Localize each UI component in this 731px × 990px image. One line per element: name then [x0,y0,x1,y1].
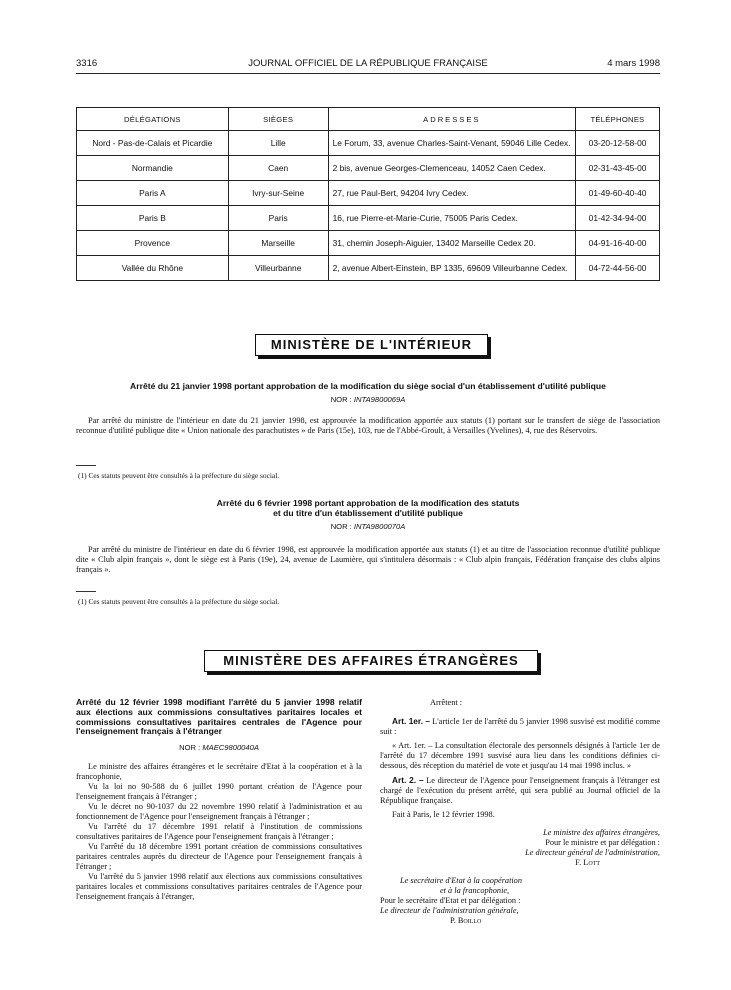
article-text: L'article 1er de l'arrêté du 5 janvier 1998 susvisé est modifié comme suit : [380,717,661,736]
visa-paragraph: Vu l'arrêté du 17 décembre 1991 relatif à l'institution de commissions consultatives paritaires de l'Agence pour l'enseignement français à l'étranger ; [76,822,362,842]
seat-cell: Ivry-sur-Seine [228,181,328,206]
signature-line: Pour le ministre et par délégation : [545,838,660,847]
signature-line: Le directeur général de l'administration, [525,848,660,857]
address-cell: 31, chemin Joseph-Aiguier, 13402 Marseille Cedex 20. [328,231,575,256]
article-1-quote: « Art. 1er. – La consultation électorale des personnels désignés à l'article 1er de l'arrêté du 17 décembre 1991 susvisé aura lieu dans les conditions définies ci-dessous, dès réception du matériel de vote et jusqu'au 14 mai 1998 inclus. » [380,741,660,770]
delegation-cell: Provence [77,231,229,256]
footnote-rule [76,465,96,466]
table-row [77,256,660,281]
arretent-heading: Arrêtent : [430,698,463,707]
table-row [77,181,660,206]
signature-line: Pour le secrétaire d'Etat et par délégation : [380,896,521,905]
delegations-table [76,107,660,281]
table-row [77,231,660,256]
arrete-title: Arrêté du 12 février 1998 modifiant l'arrêté du 5 janvier 1998 relatif aux élections aux commissions consultatives paritaires locales et commissions consultatives paritaires centrales de l'Agence pour l'enseignement français à l'étranger [76,697,362,737]
nor-reference [76,743,362,752]
phone-cell: 04-72-44-56-00 [576,256,660,281]
article-label: Art. 2. – [392,775,424,785]
visa-paragraph: Vu le décret no 90-1037 du 22 novembre 1990 relatif à l'administration et au fonctionnement de l'Agence pour l'enseignement français à l'étranger ; [76,802,362,822]
signatory-name: F. Lott [575,858,600,867]
signature-block-minister [380,828,660,868]
address-cell: 2, avenue Albert-Einstein, BP 1335, 69609 Villeurbanne Cedex. [328,256,575,281]
delegation-cell: Paris A [77,181,229,206]
signatory-name: P. Boillo [450,916,482,925]
signature-block-secretary [380,876,660,926]
nor-label: NOR : [179,743,201,753]
place-date: Fait à Paris, le 12 février 1998. [392,810,495,819]
address-cell: 16, rue Pierre-et-Marie-Curie, 75005 Paris Cedex. [328,206,575,231]
arrete-title [76,498,660,518]
seat-cell: Paris [228,206,328,231]
nor-code: INTA9800069A [353,395,406,404]
body-text: Par arrêté du ministre de l'intérieur en date du 21 janvier 1998, est approuvée la modification apportée aux statuts (1) portant sur le transfert de siège de l'association reconnue d'utilité publique dite « Union nationale des parachutistes » de Paris (15e), 103, rue de l'Abbé-Groult, à Versailles (Yvelines), 4, rue des Réservoirs. [76,416,660,436]
column-header: SIÈGES [228,108,328,131]
journal-title: JOURNAL OFFICIEL DE LA RÉPUBLIQUE FRANÇAISE [248,58,488,69]
delegation-cell: Vallée du Rhône [77,256,229,281]
visa-paragraph: Vu l'arrêté du 18 décembre 1991 portant création de commissions consultatives paritaires centrales auprès du directeur de l'Agence pour l'enseignement français à l'étranger ; [76,842,362,872]
phone-cell: 01-42-34-94-00 [576,206,660,231]
article-1 [380,716,660,737]
column-header: TÉLÉPHONES [576,108,660,131]
arrete-body [76,545,660,576]
article-text: Le directeur de l'Agence pour l'enseignement français à l'étranger est chargé de l'exécution du présent arrêté, qui sera publié au Journal officiel de la République française. [380,776,661,805]
column-header: DÉLÉGATIONS [77,108,229,131]
right-column [380,698,660,926]
phone-cell: 01-49-60-40-40 [576,181,660,206]
address-cell: 27, rue Paul-Bert, 94204 Ivry Cedex. [328,181,575,206]
seat-cell: Villeurbanne [228,256,328,281]
article-2 [380,775,660,806]
nor-code: INTA9800070A [353,522,406,531]
footnote-rule [76,591,96,592]
visa-paragraph: Vu l'arrêté du 5 janvier 1998 relatif aux élections aux commissions consultatives paritaires locales et commissions consultatives paritaires centrales de l'Agence pour l'enseignement français à l'étranger, [76,872,362,902]
delegation-cell: Nord - Pas-de-Calais et Picardie [77,131,229,156]
table-row [77,156,660,181]
signature-line: Le secrétaire d'Etat à la coopération [400,876,522,885]
visa-paragraph: Vu la loi no 90-588 du 6 juillet 1990 portant création de l'Agence pour l'enseignement français à l'étranger ; [76,782,362,802]
phone-cell: 04-91-16-40-00 [576,231,660,256]
column-header: ADRESSES [328,108,575,131]
seat-cell: Marseille [228,231,328,256]
signature-line: et à la francophonie, [440,886,510,895]
title-line: et du titre d'un établissement d'utilité publique [273,508,463,518]
title-line: Arrêté du 6 février 1998 portant approbation de la modification des statuts [216,498,520,508]
visa-paragraph: Le ministre des affaires étrangères et le secrétaire d'Etat à la coopération et à la francophonie, [76,762,362,782]
seat-cell: Lille [228,131,328,156]
footnote: (1) Ces statuts peuvent être consultés à la préfecture du siège social. [78,597,280,606]
delegation-cell: Normandie [77,156,229,181]
delegation-cell: Paris B [77,206,229,231]
signature-line: Le directeur de l'administration générale, [380,906,519,915]
nor-label: NOR : [330,522,352,531]
address-cell: Le Forum, 33, avenue Charles-Saint-Venant, 59046 Lille Cedex. [328,131,575,156]
arrete-title: Arrêté du 21 janvier 1998 portant approbation de la modification du siège social d'un établissement d'utilité publique [130,381,606,391]
page-header [76,58,660,72]
footnote: (1) Ces statuts peuvent être consultés à la préfecture du siège social. [78,471,280,480]
nor-reference [76,522,660,531]
page-number: 3316 [76,58,98,69]
nor-label: NOR : [330,395,352,404]
nor-reference [76,395,660,404]
table-header-row [77,108,660,131]
nor-code: MAEC9800040A [202,743,259,753]
issue-date: 4 mars 1998 [607,58,660,69]
arrete-body [76,416,660,436]
seat-cell: Caen [228,156,328,181]
phone-cell: 02-31-43-45-00 [576,156,660,181]
phone-cell: 03-20-12-58-00 [576,131,660,156]
address-cell: 2 bis, avenue Georges-Clemenceau, 14052 Caen Cedex. [328,156,575,181]
table-row [77,206,660,231]
left-column [76,698,362,902]
body-text: Par arrêté du ministre de l'intérieur en date du 6 février 1998, est approuvée la modification apportée aux statuts (1) et au titre de l'association reconnue d'utilité publique dite « Club alpin français », dont le siège est à Paris (19e), 24, avenue de Laumière, qui s'intitulera désormais : « Club alpin français, Fédération française des clubs alpins français ». [76,545,660,575]
signature-line: Le ministre des affaires étrangères, [543,828,660,837]
ministry-heading-foreign-affairs: MINISTÈRE DES AFFAIRES ÉTRANGÈRES [204,650,538,672]
table-row [77,131,660,156]
header-rule [76,73,660,74]
ministry-heading-interior: MINISTÈRE DE L'INTÉRIEUR [255,334,488,356]
article-label: Art. 1er. – [392,716,431,726]
